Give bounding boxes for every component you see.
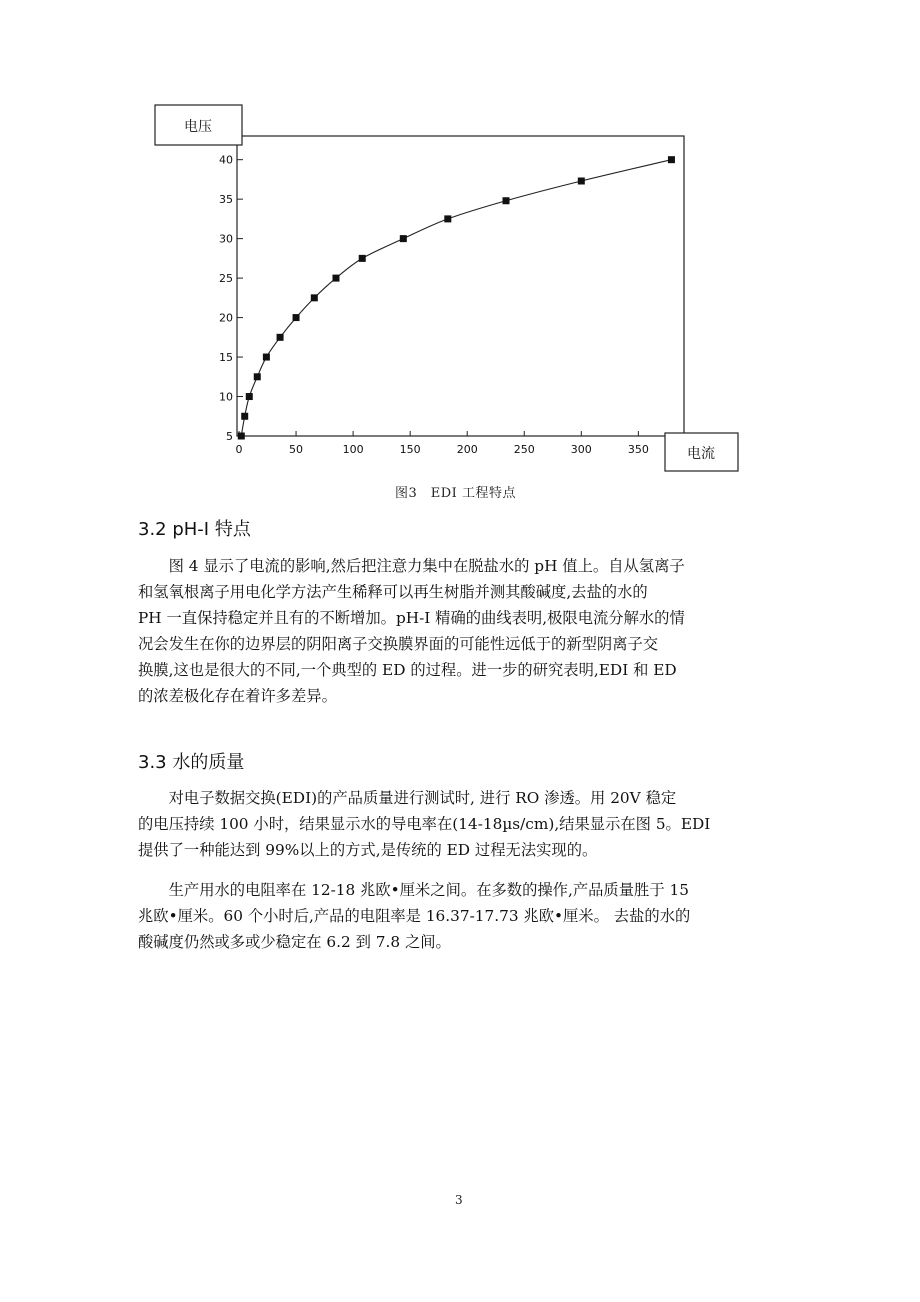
- y-tick-label: 40: [219, 153, 233, 167]
- paragraph-line: 酸碱度仍然或多或少稳定在 6.2 到 7.8 之间。: [138, 933, 451, 951]
- data-point-marker: [293, 314, 300, 321]
- section-heading-3-3: 3.3 水的质量: [138, 752, 245, 773]
- data-point-marker: [332, 275, 339, 282]
- y-tick-label: 15: [219, 351, 233, 365]
- y-axis-label: 电压: [184, 119, 212, 135]
- figure-caption: 图3 EDI 工程特点: [395, 486, 516, 501]
- paragraph-line: 对电子数据交换(EDI)的产品质量进行测试时, 进行 RO 渗透。用 20V 稳定: [138, 789, 677, 807]
- x-tick-label: 200: [456, 443, 478, 456]
- data-point-marker: [254, 373, 261, 380]
- paragraph-line: 提供了一种能达到 99%以上的方式,是传统的 ED 过程无法实现的。: [138, 841, 598, 859]
- page-number: 3: [455, 1193, 463, 1207]
- x-tick-label: 250: [513, 443, 535, 456]
- y-tick-label: 5: [226, 430, 233, 443]
- data-point-marker: [668, 156, 675, 163]
- x-tick-label: 0: [235, 443, 243, 456]
- axis-ticks: [237, 160, 638, 436]
- plot-frame: [237, 136, 684, 436]
- y-axis-label-box: [155, 105, 242, 145]
- x-tick-label: 50: [289, 443, 304, 456]
- paragraph-line: 和氢氧根离子用电化学方法产生稀释可以再生树脂并测其酸碱度,去盐的水的: [138, 583, 648, 601]
- x-tick-label: 350: [627, 443, 649, 456]
- y-tick-label: 10: [219, 390, 233, 404]
- y-tick-label: 20: [219, 311, 233, 325]
- data-point-marker: [263, 354, 270, 361]
- paragraph-line: 的浓差极化存在着许多差异。: [138, 687, 337, 705]
- paragraph-line: 的电压持续 100 小时，结果显示水的导电率在(14-18µs/cm),结果显示在图 5。EDI: [138, 815, 711, 833]
- data-point-marker: [311, 294, 318, 301]
- paragraph-line: 换膜,这也是很大的不同,一个典型的 ED 的过程。进一步的研究表明,EDI 和 ED: [138, 661, 677, 679]
- series-markers: [238, 156, 675, 439]
- paragraph-line: 生产用水的电阻率在 12-18 兆欧•厘米之间。在多数的操作,产品质量胜于 15: [138, 881, 689, 899]
- data-point-marker: [444, 215, 451, 222]
- y-tick-label: 30: [219, 232, 233, 246]
- data-point-marker: [277, 334, 284, 341]
- section-heading-3-2: 3.2 pH-I 特点: [138, 519, 251, 540]
- paragraph-line: 图 4 显示了电流的影响,然后把注意力集中在脱盐水的 pH 值上。自从氢离子: [138, 557, 685, 575]
- x-tick-label: 300: [570, 443, 592, 456]
- data-point-marker: [359, 255, 366, 262]
- section-3-2-paragraph: [138, 553, 788, 709]
- x-tick-label: 150: [399, 443, 421, 456]
- data-point-marker: [578, 178, 585, 185]
- y-tick-label: 25: [219, 272, 233, 286]
- data-point-marker: [238, 433, 245, 440]
- data-point-marker: [503, 197, 510, 204]
- section-3-3-paragraph-1: [138, 785, 788, 863]
- data-point-marker: [246, 393, 253, 400]
- data-point-marker: [241, 413, 248, 420]
- x-axis-label: 电流: [687, 446, 715, 462]
- x-tick-label: 100: [342, 443, 364, 456]
- section-3-3-paragraph-2: [138, 877, 788, 955]
- y-tick-label: 35: [219, 193, 233, 207]
- data-point-marker: [400, 235, 407, 242]
- paragraph-line: PH 一直保持稳定并且有的不断增加。pH-I 精确的曲线表明,极限电流分解水的情: [138, 609, 685, 627]
- voltage-current-chart: [0, 0, 920, 500]
- axis-tick-labels: [219, 154, 649, 456]
- paragraph-line: 兆欧•厘米。60 个小时后,产品的电阻率是 16.37-17.73 兆欧•厘米。 去盐的水的: [138, 907, 691, 925]
- series-curve: [241, 160, 671, 436]
- x-axis-label-box: [665, 433, 738, 471]
- paragraph-line: 况会发生在你的边界层的阴阳离子交换膜界面的可能性远低于的新型阴离子交: [138, 635, 659, 653]
